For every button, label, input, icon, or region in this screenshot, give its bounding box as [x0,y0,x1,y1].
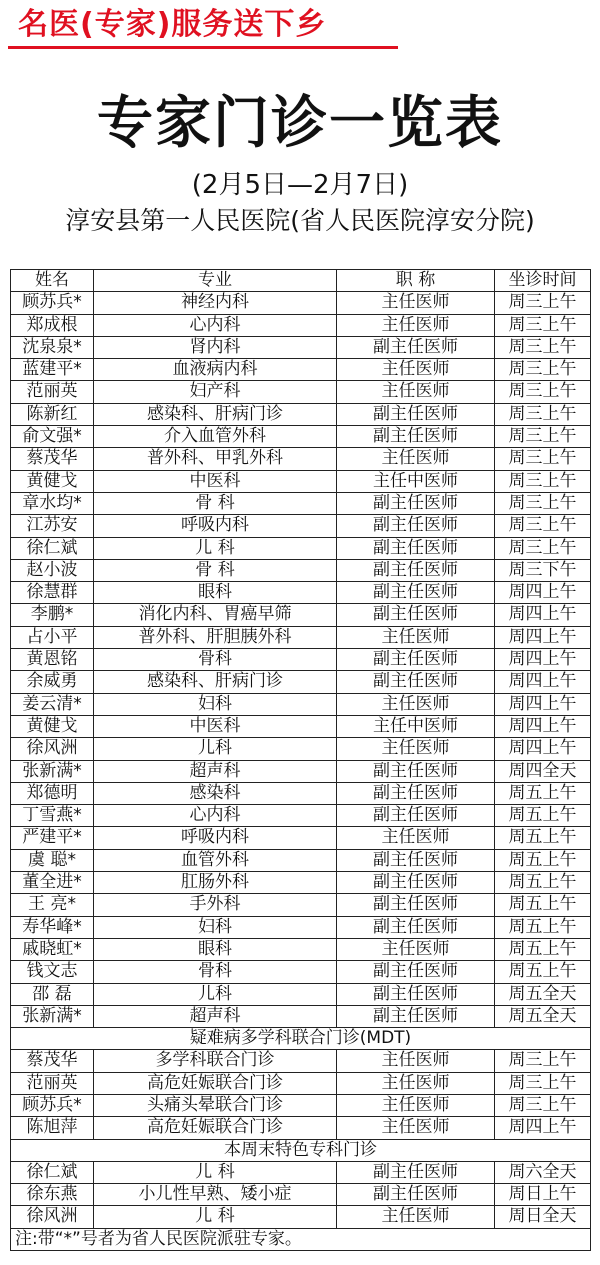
specialty-cell: 小儿性早熟、矮小症 [94,1184,337,1206]
title-cell: 副主任医师 [337,805,495,827]
specialty-cell: 肛肠外科 [94,872,337,894]
hospital-name: 淳安县第一人民医院(省人民医院淳安分院) [65,206,535,235]
doctor-name-cell: 黄健戈 [11,470,94,492]
title-cell: 主任医师 [337,827,495,849]
specialty-cell: 妇产科 [94,381,337,403]
title-cell: 副主任医师 [337,426,495,448]
title-cell: 主任医师 [337,448,495,470]
doctor-name-cell: 徐仁斌 [11,537,94,559]
title-cell: 副主任医师 [337,403,495,425]
clinic-time-cell: 周三上午 [495,292,591,314]
doctor-name-cell: 郑德明 [11,782,94,804]
specialty-cell: 呼吸内科 [94,827,337,849]
clinic-time-cell: 周四上午 [495,671,591,693]
mdt-section-title-row [11,1028,591,1050]
title-cell: 主任医师 [337,292,495,314]
clinic-time-cell: 周三上午 [495,381,591,403]
clinic-time-cell: 周四上午 [495,626,591,648]
title-cell: 副主任医师 [337,894,495,916]
table-row [11,961,591,983]
specialty-cell: 超声科 [94,760,337,782]
schedule-table [10,269,591,1251]
specialty-cell: 手外科 [94,894,337,916]
specialty-cell: 中医科 [94,715,337,737]
title-cell: 副主任医师 [337,336,495,358]
table-row [11,983,591,1005]
title-cell: 主任医师 [337,314,495,336]
title-cell: 主任医师 [337,1094,495,1116]
table-row [11,292,591,314]
title-cell: 副主任医师 [337,760,495,782]
clinic-time-cell: 周三上午 [495,1050,591,1072]
clinic-time-cell: 周四上午 [495,738,591,760]
title-cell: 主任医师 [337,738,495,760]
title-cell: 主任医师 [337,938,495,960]
title-cell: 副主任医师 [337,671,495,693]
doctor-name-cell: 顾苏兵* [11,292,94,314]
clinic-time-cell: 周五上午 [495,827,591,849]
title-cell: 主任医师 [337,359,495,381]
specialty-cell: 眼科 [94,938,337,960]
clinic-time-cell: 周四上午 [495,582,591,604]
specialty-cell: 血管外科 [94,849,337,871]
title-cell: 副主任医师 [337,1005,495,1027]
specialty-cell: 儿科 [94,738,337,760]
specialty-cell: 儿 科 [94,537,337,559]
doctor-name-cell: 赵小波 [11,559,94,581]
specialty-cell: 骨科 [94,961,337,983]
footnote: 注:带“*”号者为省人民医院派驻专家。 [11,1228,591,1250]
table-row [11,671,591,693]
doctor-name-cell: 陈旭萍 [11,1117,94,1139]
clinic-time-cell: 周四上午 [495,693,591,715]
specialty-cell: 血液病内科 [94,359,337,381]
doctor-name-cell: 张新满* [11,1005,94,1027]
table-row [11,1072,591,1094]
doctor-name-cell: 余威勇 [11,671,94,693]
specialty-cell: 普外科、肝胆胰外科 [94,626,337,648]
specialty-cell: 高危妊娠联合门诊 [94,1117,337,1139]
table-row [11,1161,591,1183]
title-cell: 主任医师 [337,1206,495,1228]
doctor-name-cell: 寿华峰* [11,916,94,938]
doctor-name-cell: 严建平* [11,827,94,849]
header-title: 职 称 [337,270,495,292]
doctor-name-cell: 蓝建平* [11,359,94,381]
clinic-time-cell: 周五上午 [495,849,591,871]
title-cell: 主任医师 [337,1050,495,1072]
specialty-cell: 超声科 [94,1005,337,1027]
title-cell: 副主任医师 [337,649,495,671]
clinic-time-cell: 周三上午 [495,403,591,425]
table-row [11,582,591,604]
clinic-time-cell: 周三上午 [495,359,591,381]
specialty-cell: 骨 科 [94,559,337,581]
doctor-name-cell: 张新满* [11,760,94,782]
date-range: (2月5日—2月7日) [191,170,409,200]
doctor-name-cell: 范丽英 [11,1072,94,1094]
clinic-time-cell: 周四全天 [495,760,591,782]
clinic-time-cell: 周日全天 [495,1206,591,1228]
table-row [11,693,591,715]
doctor-name-cell: 蔡茂华 [11,1050,94,1072]
table-row [11,403,591,425]
page-title: 专家门诊一览表 [97,91,503,156]
specialty-cell: 儿科 [94,983,337,1005]
table-row [11,916,591,938]
title-cell: 主任医师 [337,1072,495,1094]
specialty-cell: 儿 科 [94,1206,337,1228]
title-cell: 主任医师 [337,1117,495,1139]
header-name: 姓名 [11,270,94,292]
clinic-time-cell: 周四上午 [495,1117,591,1139]
clinic-time-cell: 周三上午 [495,492,591,514]
doctor-name-cell: 徐仁斌 [11,1161,94,1183]
title-cell: 副主任医师 [337,849,495,871]
clinic-time-cell: 周四上午 [495,715,591,737]
clinic-time-cell: 周五全天 [495,1005,591,1027]
title-cell: 主任中医师 [337,715,495,737]
doctor-name-cell: 丁雪燕* [11,805,94,827]
doctor-name-cell: 范丽英 [11,381,94,403]
table-row [11,470,591,492]
banner-underline [8,46,398,49]
table-row [11,381,591,403]
specialty-cell: 心内科 [94,805,337,827]
doctor-name-cell: 沈泉泉* [11,336,94,358]
specialty-cell: 神经内科 [94,292,337,314]
specialty-cell: 妇科 [94,916,337,938]
table-row [11,715,591,737]
specialty-cell: 头痛头晕联合门诊 [94,1094,337,1116]
title-cell: 主任医师 [337,381,495,403]
table-row [11,894,591,916]
doctor-name-cell: 董全进* [11,872,94,894]
clinic-time-cell: 周三上午 [495,1072,591,1094]
clinic-time-cell: 周五上午 [495,894,591,916]
doctor-name-cell: 戚晓虹* [11,938,94,960]
clinic-time-cell: 周三下午 [495,559,591,581]
table-row [11,426,591,448]
clinic-time-cell: 周五上午 [495,938,591,960]
table-header-row [11,270,591,292]
table-row [11,314,591,336]
doctor-name-cell: 黄恩铭 [11,649,94,671]
clinic-time-cell: 周日上午 [495,1184,591,1206]
table-row [11,760,591,782]
weekend-section-title-row [11,1139,591,1161]
title-cell: 副主任医师 [337,515,495,537]
title-cell: 副主任医师 [337,983,495,1005]
table-row [11,1206,591,1228]
doctor-name-cell: 江苏安 [11,515,94,537]
doctor-name-cell: 郑成根 [11,314,94,336]
table-row [11,515,591,537]
table-row [11,537,591,559]
doctor-name-cell: 陈新红 [11,403,94,425]
clinic-time-cell: 周三上午 [495,314,591,336]
title-cell: 主任医师 [337,626,495,648]
table-row [11,336,591,358]
specialty-cell: 介入血管外科 [94,426,337,448]
title-cell: 副主任医师 [337,1184,495,1206]
table-row [11,738,591,760]
doctor-name-cell: 钱文志 [11,961,94,983]
specialty-cell: 眼科 [94,582,337,604]
table-row [11,1117,591,1139]
doctor-name-cell: 姜云清* [11,693,94,715]
title-cell: 副主任医师 [337,916,495,938]
title-cell: 副主任医师 [337,559,495,581]
table-row [11,359,591,381]
clinic-time-cell: 周五上午 [495,916,591,938]
doctor-name-cell: 徐风洲 [11,738,94,760]
doctor-name-cell: 虞 聪* [11,849,94,871]
weekend-section-title: 本周末特色专科门诊 [11,1139,591,1161]
specialty-cell: 肾内科 [94,336,337,358]
title-cell: 副主任医师 [337,492,495,514]
clinic-time-cell: 周三上午 [495,537,591,559]
clinic-time-cell: 周三上午 [495,470,591,492]
clinic-time-cell: 周六全天 [495,1161,591,1183]
specialty-cell: 多学科联合门诊 [94,1050,337,1072]
table-row [11,805,591,827]
doctor-name-cell: 黄健戈 [11,715,94,737]
table-row [11,849,591,871]
title-cell: 主任中医师 [337,470,495,492]
specialty-cell: 普外科、甲乳外科 [94,448,337,470]
table-row [11,938,591,960]
specialty-cell: 消化内科、胃癌早筛 [94,604,337,626]
table-row [11,1005,591,1027]
table-row [11,559,591,581]
clinic-time-cell: 周五全天 [495,983,591,1005]
specialty-cell: 心内科 [94,314,337,336]
clinic-time-cell: 周五上午 [495,805,591,827]
specialty-cell: 呼吸内科 [94,515,337,537]
header-time: 坐诊时间 [495,270,591,292]
doctor-name-cell: 顾苏兵* [11,1094,94,1116]
mdt-section-title: 疑难病多学科联合门诊(MDT) [11,1028,591,1050]
table-row [11,492,591,514]
table-row [11,827,591,849]
clinic-time-cell: 周三上午 [495,515,591,537]
table-row [11,1050,591,1072]
specialty-cell: 骨 科 [94,492,337,514]
title-cell: 副主任医师 [337,782,495,804]
section-banner: 名医(专家)服务送下乡 [8,4,336,46]
doctor-name-cell: 占小平 [11,626,94,648]
specialty-cell: 儿 科 [94,1161,337,1183]
clinic-time-cell: 周三上午 [495,1094,591,1116]
doctor-name-cell: 徐风洲 [11,1206,94,1228]
title-cell: 主任医师 [337,693,495,715]
clinic-time-cell: 周四上午 [495,649,591,671]
specialty-cell: 妇科 [94,693,337,715]
clinic-time-cell: 周三上午 [495,448,591,470]
table-row [11,626,591,648]
title-cell: 副主任医师 [337,537,495,559]
doctor-name-cell: 徐东燕 [11,1184,94,1206]
specialty-cell: 骨科 [94,649,337,671]
doctor-name-cell: 王 亮* [11,894,94,916]
clinic-time-cell: 周五上午 [495,782,591,804]
clinic-time-cell: 周三上午 [495,426,591,448]
table-row [11,872,591,894]
title-cell: 副主任医师 [337,604,495,626]
doctor-name-cell: 章水均* [11,492,94,514]
doctor-name-cell: 徐慧群 [11,582,94,604]
specialty-cell: 中医科 [94,470,337,492]
specialty-cell: 感染科、肝病门诊 [94,403,337,425]
clinic-time-cell: 周四上午 [495,604,591,626]
clinic-time-cell: 周五上午 [495,872,591,894]
title-cell: 副主任医师 [337,582,495,604]
specialty-cell: 感染科 [94,782,337,804]
doctor-name-cell: 俞文强* [11,426,94,448]
table-row [11,649,591,671]
table-row [11,1094,591,1116]
table-row [11,1184,591,1206]
table-row [11,782,591,804]
specialty-cell: 高危妊娠联合门诊 [94,1072,337,1094]
footnote-row [11,1228,591,1250]
title-cell: 副主任医师 [337,961,495,983]
table-row [11,604,591,626]
clinic-time-cell: 周三上午 [495,336,591,358]
clinic-time-cell: 周五上午 [495,961,591,983]
specialty-cell: 感染科、肝病门诊 [94,671,337,693]
doctor-name-cell: 李鹏* [11,604,94,626]
header-specialty: 专业 [94,270,337,292]
table-row [11,448,591,470]
doctor-name-cell: 蔡茂华 [11,448,94,470]
title-cell: 副主任医师 [337,1161,495,1183]
doctor-name-cell: 邵 磊 [11,983,94,1005]
title-cell: 副主任医师 [337,872,495,894]
